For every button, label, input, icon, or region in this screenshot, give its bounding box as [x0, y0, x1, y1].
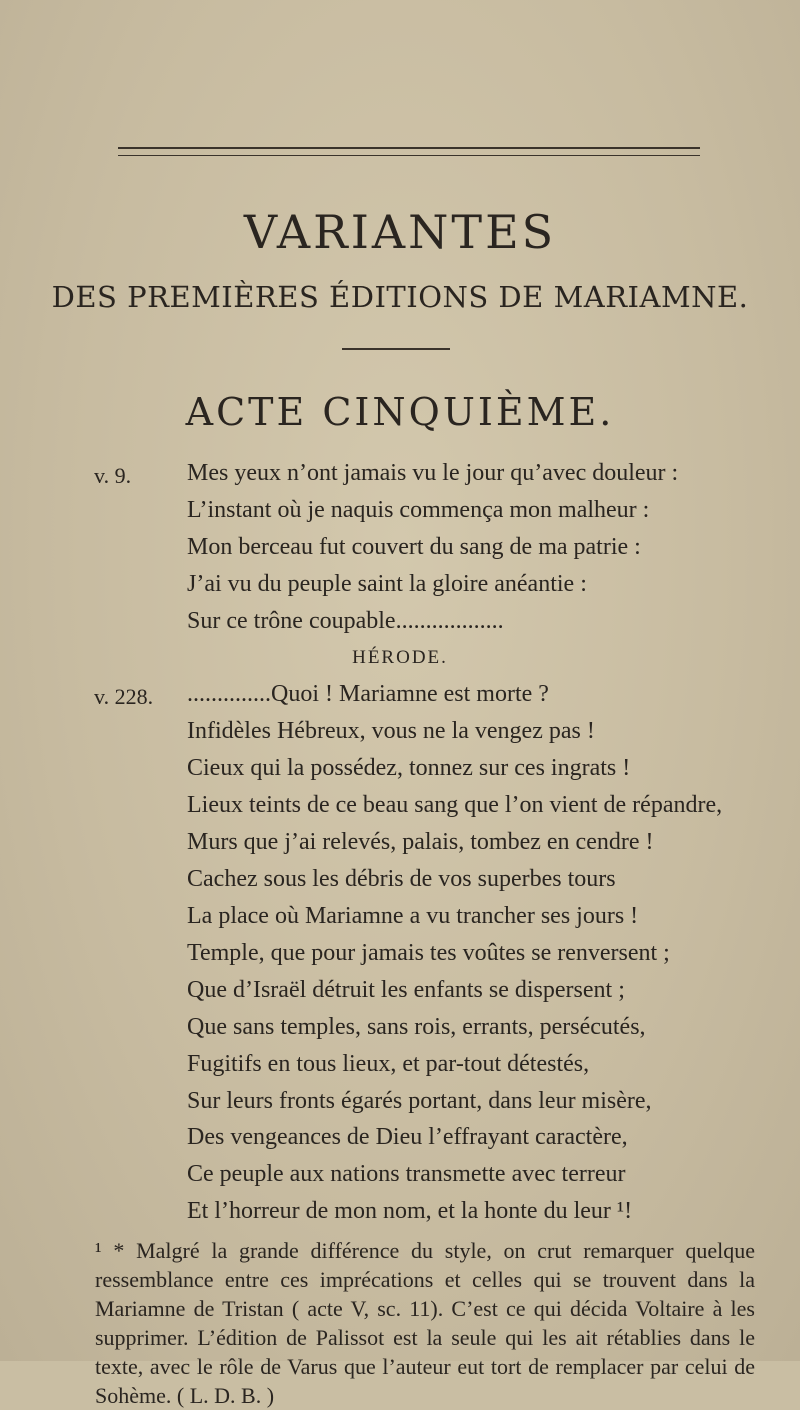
- verse-line: Mes yeux n’ont jamais vu le jour qu’avec douleur :: [187, 460, 679, 486]
- page-title: VARIANTES: [243, 205, 557, 259]
- top-rule: [118, 147, 700, 156]
- page-subtitle: DES PREMIÈRES ÉDITIONS DE MARIAMNE.: [51, 280, 749, 314]
- footnote: ¹ * Malgré la grande différence du style, on crut remarquer quelque ressemblance entre ces imprécations et celles qui se trouvent dans la Mariamne de Tristan ( acte V, sc. 11). C’est ce qui décida Voltaire à les supprimer. L’édition de Palissot est la seule qui les ait rétablies dans le texte, avec le rôle de Varus que l’auteur eut tort de remplacer par celui de Sohème. ( L. D. B. ): [95, 1238, 755, 1409]
- verse-line: Des vengeances de Dieu l’effrayant caractère,: [187, 1124, 628, 1151]
- speaker-name: HÉRODE.: [352, 647, 448, 669]
- act-heading: ACTE CINQUIÈME.: [185, 390, 615, 434]
- verse-line: La place où Mariamne a vu trancher ses jours !: [187, 902, 639, 929]
- verse-line: Lieux teints de ce beau sang que l’on vient de répandre,: [187, 792, 723, 819]
- verse-line: Que d’Israël détruit les enfants se dispersent ;: [187, 976, 625, 1003]
- verse-line: Sur leurs fronts égarés portant, dans leur misère,: [187, 1087, 652, 1114]
- verse-number: v. 9.: [94, 462, 132, 488]
- verse-line: Mon berceau fut couvert du sang de ma patrie :: [187, 533, 641, 560]
- verse-line: Que sans temples, sans rois, errants, persécutés,: [187, 1013, 646, 1040]
- verse-line: Et l’horreur de mon nom, et la honte du leur ¹!: [187, 1198, 633, 1225]
- verse-line: Cachez sous les débris de vos superbes tours: [187, 866, 616, 893]
- verse-line: J’ai vu du peuple saint la gloire anéantie :: [187, 570, 587, 597]
- verse-line: Temple, que pour jamais tes voûtes se renversent ;: [187, 939, 670, 966]
- verse-line: Infidèles Hébreux, vous ne la vengez pas !: [187, 718, 595, 745]
- verse-line: Fugitifs en tous lieux, et par-tout détestés,: [187, 1050, 590, 1077]
- verse-line: ..............Quoi ! Mariamne est morte ?: [187, 681, 549, 708]
- verse-line: Murs que j’ai relevés, palais, tombez en cendre !: [187, 829, 654, 856]
- verse-line: L’instant où je naquis commença mon malheur :: [187, 496, 650, 523]
- verse-line: Ce peuple aux nations transmette avec terreur: [187, 1161, 626, 1188]
- verse-line: Cieux qui la possédez, tonnez sur ces ingrats !: [187, 755, 631, 782]
- verse-number: v. 228.: [94, 684, 154, 710]
- verse-line: Sur ce trône coupable..................: [187, 607, 504, 634]
- divider-rule: [342, 348, 450, 350]
